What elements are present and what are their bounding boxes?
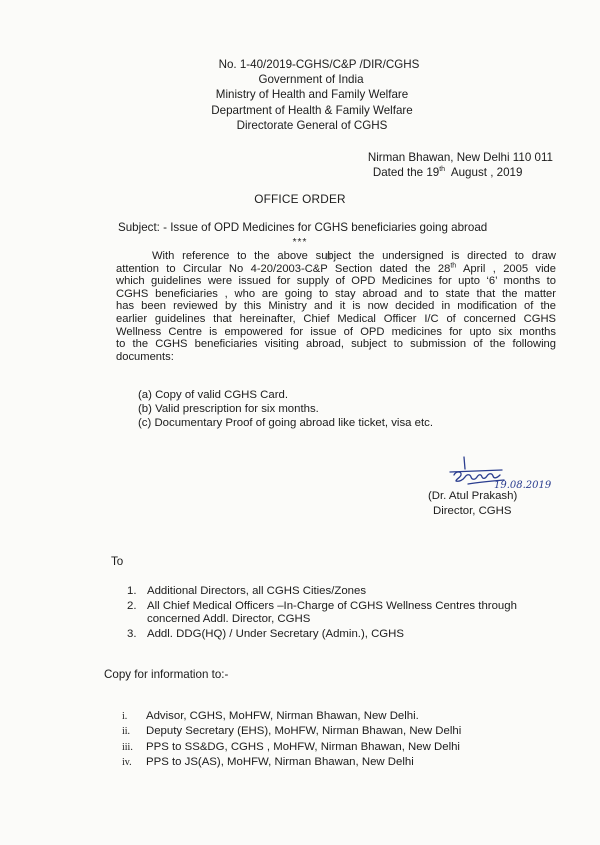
separator-stars: ***	[292, 237, 308, 248]
to-label: To	[111, 555, 124, 568]
list-item: ii. Deputy Secretary (EHS), MoHFW, Nirman Bhawan, New Delhi	[122, 725, 462, 738]
department-name: Department of Health & Family Welfare	[211, 103, 413, 117]
list-item: 3. Addl. DDG(HQ) / Under Secretary (Admin.), CGHS	[127, 627, 404, 640]
list-item: 2. All Chief Medical Officers –In-Charge of CGHS Wellness Centres through concerned Addl. Director, CGHS	[127, 599, 517, 626]
list-item: 1. Additional Directors, all CGHS Cities/Zones	[127, 585, 367, 597]
body-line: CGHS beneficiaries , who are going to stay abroad and to state that the matter	[116, 287, 556, 300]
body-line: which guidelines were issued for supply of OPD Medicines for upto ‘6’ months to	[116, 275, 556, 288]
documents-list	[138, 389, 433, 430]
list-item: iv. PPS to JS(AS), MoHFW, Nirman Bhawan, New Delhi	[122, 756, 414, 769]
place-and-date	[368, 150, 553, 180]
office-address: Nirman Bhawan, New Delhi 110 011	[367, 151, 553, 164]
list-item: i. Advisor, CGHS, MoHFW, Nirman Bhawan, New Delhi.	[122, 710, 419, 722]
government-name: Government of India	[258, 73, 364, 87]
document-item: (b) Valid prescription for six months.	[138, 402, 319, 415]
body-line: attention to Circular No 4-20/2003-C&P Section dated the 28th April , 2005 vide	[116, 261, 557, 275]
body-line: has been reviewed by this Ministry and it is now decided in modification of the	[116, 300, 556, 313]
body-line: documents:	[116, 350, 174, 363]
document-item: (a) Copy of valid CGHS Card.	[138, 389, 289, 401]
list-item: iii. PPS to SS&DG, CGHS , MoHFW, Nirman Bhawan, New Delhi	[122, 740, 460, 753]
copy-to-label: Copy for information to:-	[104, 668, 229, 681]
signatory-name: (Dr. Atul Prakash)	[428, 490, 518, 502]
body-line: Wellness Centre is empowered for issue of OPD medicines for upto six months	[116, 325, 556, 338]
recipients-list	[127, 585, 567, 641]
subject-line: Subject: - Issue of OPD Medicines for CGHS beneficiaries going abroad	[118, 221, 488, 234]
order-date: Dated the 19th August , 2019	[372, 166, 523, 179]
signatory-block	[428, 489, 517, 518]
body-line: to the CGHS beneficiaries visiting abroad, subject to submission of the following	[116, 338, 556, 351]
directorate-name: Directorate General of CGHS	[236, 118, 388, 132]
reference-number: No. 1-40/2019-CGHS/C&P /DIR/CGHS	[218, 58, 420, 71]
body-paragraph	[116, 250, 556, 363]
signature-date: 19.08.2019	[494, 480, 552, 491]
page-title: OFFICE ORDER	[254, 192, 346, 206]
letterhead	[0, 57, 600, 133]
ministry-name: Ministry of Health and Family Welfare	[215, 88, 409, 102]
body-line: With reference to the above subject the undersigned is directed to draw	[152, 250, 556, 262]
signatory-designation: Director, CGHS	[433, 504, 512, 517]
document-item: (c) Documentary Proof of going abroad like ticket, visa etc.	[138, 416, 434, 429]
copy-list	[122, 709, 461, 771]
body-line: earlier guidelines that hereinafter, Chief Medical Officer I/C of concerned CGHS	[116, 312, 556, 325]
